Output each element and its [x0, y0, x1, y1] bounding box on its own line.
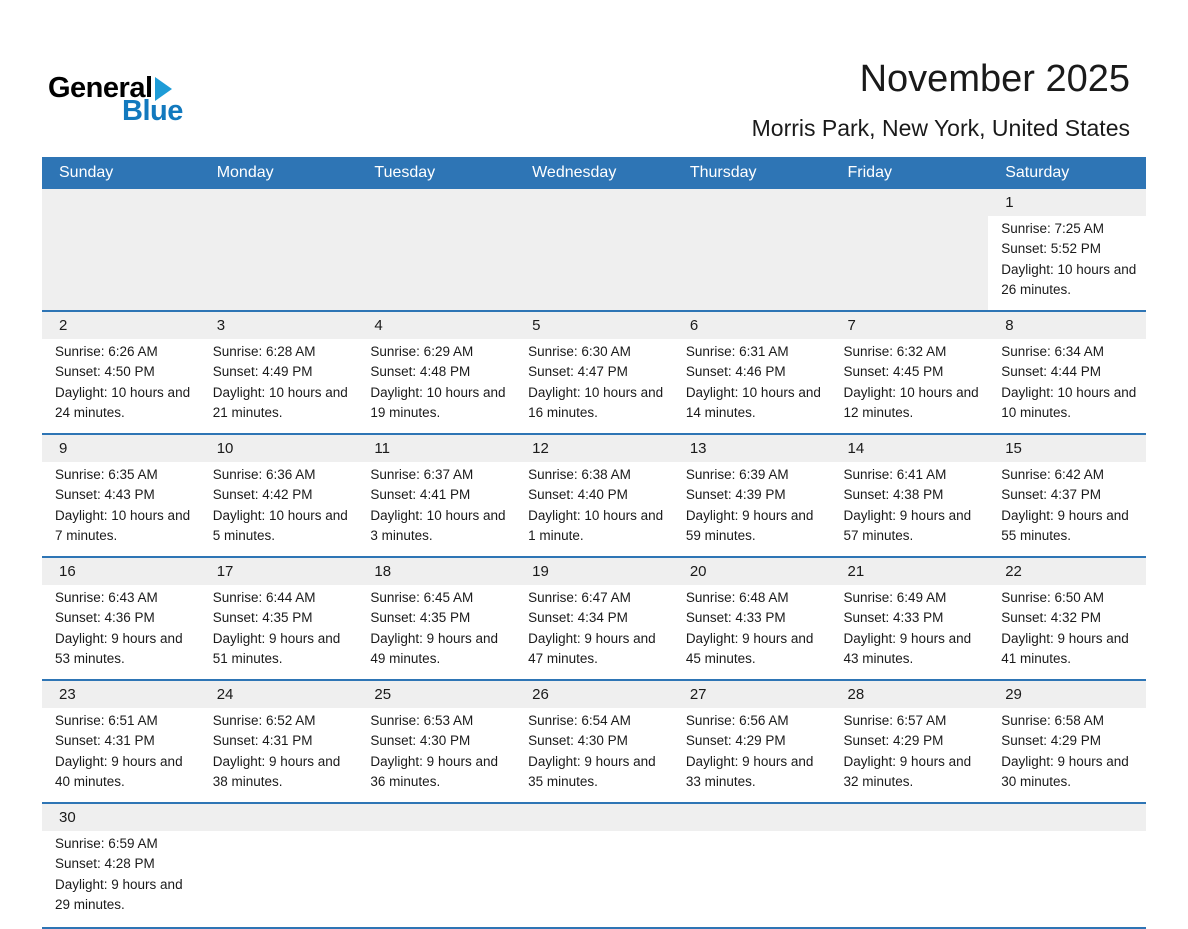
sunset-text: Sunset: 4:50 PM — [55, 364, 155, 380]
empty-cell — [200, 803, 358, 928]
empty-cell — [515, 803, 673, 928]
week-row-3 — [42, 434, 1146, 557]
day-cell-14 — [831, 434, 989, 557]
sunrise-text: Sunrise: 6:30 AM — [528, 344, 631, 359]
sunset-text: Sunset: 4:40 PM — [528, 487, 628, 503]
general-blue-logo — [48, 74, 183, 126]
day-number-empty — [673, 804, 831, 831]
location-subtitle: Morris Park, New York, United States — [751, 115, 1130, 141]
sunset-text: Sunset: 4:45 PM — [843, 364, 944, 380]
sunrise-text: Sunrise: 6:59 AM — [55, 836, 158, 851]
sunrise-text: Sunrise: 6:53 AM — [370, 713, 474, 728]
daylight-text: Daylight: 10 hours and 12 minutes. — [843, 384, 979, 420]
day-number: 10 — [200, 435, 358, 462]
daylight-text: Daylight: 9 hours and 47 minutes. — [528, 630, 656, 666]
day-details — [988, 708, 1146, 802]
day-details — [42, 339, 200, 433]
day-number: 11 — [357, 435, 515, 462]
sunset-text: Sunset: 4:46 PM — [685, 364, 786, 380]
week-row-4 — [42, 557, 1146, 680]
sunset-text: Sunset: 4:29 PM — [685, 733, 786, 749]
sunset-text: Sunset: 4:42 PM — [212, 487, 313, 503]
daylight-text: Daylight: 10 hours and 7 minutes. — [55, 507, 191, 543]
day-number: 20 — [673, 558, 831, 585]
daylight-text: Daylight: 10 hours and 16 minutes. — [528, 384, 664, 420]
calendar-table — [42, 157, 1146, 929]
sunrise-text: Sunrise: 6:38 AM — [528, 467, 631, 482]
day-cell-15 — [988, 434, 1146, 557]
sunrise-text: Sunrise: 6:49 AM — [843, 590, 947, 605]
day-cell-5 — [515, 311, 673, 434]
day-cell-23 — [42, 680, 200, 803]
day-cell-16 — [42, 557, 200, 680]
day-details — [200, 708, 358, 802]
daylight-text: Daylight: 10 hours and 1 minute. — [528, 507, 664, 543]
day-number: 19 — [515, 558, 673, 585]
day-cell-4 — [357, 311, 515, 434]
sunrise-text: Sunrise: 6:51 AM — [55, 713, 158, 728]
day-details — [988, 831, 1146, 927]
day-number: 21 — [831, 558, 989, 585]
day-details — [831, 585, 989, 679]
sunset-text: Sunset: 5:52 PM — [1001, 241, 1102, 257]
day-number: 28 — [831, 681, 989, 708]
day-details — [988, 462, 1146, 556]
empty-cell — [42, 189, 200, 311]
daylight-text: Daylight: 9 hours and 59 minutes. — [685, 507, 814, 543]
day-number-empty — [831, 189, 989, 216]
day-number: 22 — [988, 558, 1146, 585]
week-row-2 — [42, 311, 1146, 434]
day-number-empty — [200, 804, 358, 831]
day-cell-6 — [673, 311, 831, 434]
day-details — [831, 708, 989, 802]
sunset-text: Sunset: 4:38 PM — [843, 487, 944, 503]
weekday-friday: Friday — [831, 157, 989, 189]
day-number: 7 — [831, 312, 989, 339]
sunrise-text: Sunrise: 6:35 AM — [55, 467, 158, 482]
sunrise-text: Sunrise: 6:36 AM — [212, 467, 316, 482]
sunset-text: Sunset: 4:37 PM — [1001, 487, 1102, 503]
day-details — [515, 831, 673, 927]
day-cell-21 — [831, 557, 989, 680]
sunrise-text: Sunrise: 6:29 AM — [370, 344, 474, 359]
sunset-text: Sunset: 4:44 PM — [1001, 364, 1102, 380]
sunset-text: Sunset: 4:39 PM — [685, 487, 786, 503]
daylight-text: Daylight: 9 hours and 41 minutes. — [1001, 630, 1129, 666]
day-number: 15 — [988, 435, 1146, 462]
day-cell-28 — [831, 680, 989, 803]
day-details — [357, 339, 515, 433]
day-details — [673, 462, 831, 556]
day-details — [200, 216, 358, 298]
day-details — [673, 216, 831, 298]
day-details — [200, 339, 358, 433]
day-cell-1 — [988, 189, 1146, 311]
day-details — [831, 831, 989, 927]
empty-cell — [831, 803, 989, 928]
daylight-text: Daylight: 9 hours and 43 minutes. — [843, 630, 972, 666]
day-number: 9 — [42, 435, 200, 462]
day-details — [357, 831, 515, 927]
day-cell-20 — [673, 557, 831, 680]
weekday-wednesday: Wednesday — [515, 157, 673, 189]
daylight-text: Daylight: 9 hours and 51 minutes. — [212, 630, 341, 666]
day-number: 3 — [200, 312, 358, 339]
day-details — [988, 339, 1146, 433]
daylight-text: Daylight: 10 hours and 26 minutes. — [1001, 261, 1137, 297]
day-number: 25 — [357, 681, 515, 708]
sunrise-text: Sunrise: 6:45 AM — [370, 590, 474, 605]
day-details — [515, 462, 673, 556]
day-cell-2 — [42, 311, 200, 434]
day-number-empty — [515, 804, 673, 831]
day-cell-27 — [673, 680, 831, 803]
daylight-text: Daylight: 10 hours and 10 minutes. — [1001, 384, 1137, 420]
daylight-text: Daylight: 9 hours and 40 minutes. — [55, 753, 183, 789]
day-details — [357, 585, 515, 679]
calendar-body — [42, 189, 1146, 928]
sunset-text: Sunset: 4:41 PM — [370, 487, 471, 503]
logo-text-blue: Blue — [122, 95, 183, 127]
day-details — [42, 462, 200, 556]
day-number: 4 — [357, 312, 515, 339]
day-details — [515, 585, 673, 679]
day-details — [200, 831, 358, 927]
day-cell-29 — [988, 680, 1146, 803]
weekday-tuesday: Tuesday — [357, 157, 515, 189]
weekday-saturday: Saturday — [988, 157, 1146, 189]
sunset-text: Sunset: 4:29 PM — [843, 733, 944, 749]
day-cell-13 — [673, 434, 831, 557]
day-details — [673, 339, 831, 433]
sunrise-text: Sunrise: 6:58 AM — [1001, 713, 1105, 728]
logo-text-general: General — [48, 72, 153, 104]
day-cell-12 — [515, 434, 673, 557]
sunset-text: Sunset: 4:31 PM — [55, 733, 155, 749]
day-cell-25 — [357, 680, 515, 803]
sunrise-text: Sunrise: 6:37 AM — [370, 467, 474, 482]
daylight-text: Daylight: 9 hours and 30 minutes. — [1001, 753, 1129, 789]
sunset-text: Sunset: 4:30 PM — [370, 733, 471, 749]
day-number: 13 — [673, 435, 831, 462]
daylight-text: Daylight: 9 hours and 29 minutes. — [55, 876, 183, 912]
sunset-text: Sunset: 4:36 PM — [55, 610, 155, 626]
day-details — [515, 339, 673, 433]
sunrise-text: Sunrise: 6:54 AM — [528, 713, 631, 728]
weekday-thursday: Thursday — [673, 157, 831, 189]
sunrise-text: Sunrise: 6:31 AM — [685, 344, 789, 359]
weekday-sunday: Sunday — [42, 157, 200, 189]
day-details — [831, 462, 989, 556]
day-cell-26 — [515, 680, 673, 803]
day-cell-7 — [831, 311, 989, 434]
day-details — [673, 585, 831, 679]
sunset-text: Sunset: 4:35 PM — [370, 610, 471, 626]
sunrise-text: Sunrise: 6:47 AM — [528, 590, 631, 605]
daylight-text: Daylight: 10 hours and 3 minutes. — [370, 507, 506, 543]
day-number: 16 — [42, 558, 200, 585]
sunrise-text: Sunrise: 6:57 AM — [843, 713, 947, 728]
day-details — [42, 216, 200, 298]
weekday-header-row — [42, 157, 1146, 189]
sunset-text: Sunset: 4:31 PM — [212, 733, 313, 749]
week-row-5 — [42, 680, 1146, 803]
day-number: 23 — [42, 681, 200, 708]
day-details — [831, 339, 989, 433]
day-details — [200, 462, 358, 556]
day-cell-11 — [357, 434, 515, 557]
day-details — [357, 708, 515, 802]
day-cell-17 — [200, 557, 358, 680]
daylight-text: Daylight: 9 hours and 33 minutes. — [685, 753, 814, 789]
day-number-empty — [42, 189, 200, 216]
title-block — [752, 58, 1130, 142]
day-number: 29 — [988, 681, 1146, 708]
sunrise-text: Sunrise: 6:28 AM — [212, 344, 316, 359]
empty-cell — [357, 189, 515, 311]
sunrise-text: Sunrise: 6:34 AM — [1001, 344, 1105, 359]
weekday-monday: Monday — [200, 157, 358, 189]
day-number: 5 — [515, 312, 673, 339]
empty-cell — [200, 189, 358, 311]
sunrise-text: Sunrise: 6:52 AM — [212, 713, 316, 728]
sunrise-text: Sunrise: 6:44 AM — [212, 590, 316, 605]
day-number-empty — [988, 804, 1146, 831]
sunrise-text: Sunrise: 6:42 AM — [1001, 467, 1105, 482]
empty-cell — [831, 189, 989, 311]
day-details — [988, 585, 1146, 679]
sunset-text: Sunset: 4:48 PM — [370, 364, 471, 380]
daylight-text: Daylight: 9 hours and 55 minutes. — [1001, 507, 1129, 543]
day-number: 27 — [673, 681, 831, 708]
day-number-empty — [673, 189, 831, 216]
day-details — [42, 585, 200, 679]
day-details — [831, 216, 989, 298]
sunset-text: Sunset: 4:49 PM — [212, 364, 313, 380]
day-details — [673, 831, 831, 927]
sunset-text: Sunset: 4:43 PM — [55, 487, 155, 503]
day-number: 8 — [988, 312, 1146, 339]
daylight-text: Daylight: 9 hours and 53 minutes. — [55, 630, 183, 666]
sunset-text: Sunset: 4:35 PM — [212, 610, 313, 626]
week-row-1 — [42, 189, 1146, 311]
sunset-text: Sunset: 4:33 PM — [843, 610, 944, 626]
day-cell-3 — [200, 311, 358, 434]
sunrise-text: Sunrise: 6:50 AM — [1001, 590, 1105, 605]
day-cell-22 — [988, 557, 1146, 680]
empty-cell — [673, 803, 831, 928]
day-cell-10 — [200, 434, 358, 557]
daylight-text: Daylight: 9 hours and 36 minutes. — [370, 753, 498, 789]
sunrise-text: Sunrise: 6:56 AM — [685, 713, 789, 728]
day-cell-9 — [42, 434, 200, 557]
day-details — [200, 585, 358, 679]
day-number: 1 — [988, 189, 1146, 216]
day-number: 6 — [673, 312, 831, 339]
daylight-text: Daylight: 9 hours and 32 minutes. — [843, 753, 972, 789]
sunrise-text: Sunrise: 6:26 AM — [55, 344, 158, 359]
day-details — [988, 216, 1146, 310]
daylight-text: Daylight: 9 hours and 49 minutes. — [370, 630, 498, 666]
sunset-text: Sunset: 4:28 PM — [55, 856, 155, 872]
daylight-text: Daylight: 9 hours and 35 minutes. — [528, 753, 656, 789]
day-number: 2 — [42, 312, 200, 339]
day-details — [42, 831, 200, 927]
day-details — [357, 462, 515, 556]
sunrise-text: Sunrise: 6:32 AM — [843, 344, 947, 359]
sunset-text: Sunset: 4:47 PM — [528, 364, 628, 380]
empty-cell — [988, 803, 1146, 928]
sunrise-text: Sunrise: 7:25 AM — [1001, 221, 1105, 236]
sunrise-text: Sunrise: 6:48 AM — [685, 590, 789, 605]
empty-cell — [673, 189, 831, 311]
sunrise-text: Sunrise: 6:39 AM — [685, 467, 789, 482]
sunset-text: Sunset: 4:29 PM — [1001, 733, 1102, 749]
day-number-empty — [357, 804, 515, 831]
day-details — [42, 708, 200, 802]
day-cell-8 — [988, 311, 1146, 434]
day-number: 26 — [515, 681, 673, 708]
sunset-text: Sunset: 4:32 PM — [1001, 610, 1102, 626]
daylight-text: Daylight: 9 hours and 57 minutes. — [843, 507, 972, 543]
day-number: 18 — [357, 558, 515, 585]
day-cell-24 — [200, 680, 358, 803]
sunrise-text: Sunrise: 6:41 AM — [843, 467, 947, 482]
day-number-empty — [831, 804, 989, 831]
empty-cell — [515, 189, 673, 311]
month-title: November 2025 — [859, 58, 1130, 100]
day-details — [515, 216, 673, 298]
daylight-text: Daylight: 10 hours and 21 minutes. — [212, 384, 348, 420]
day-number: 17 — [200, 558, 358, 585]
day-number: 14 — [831, 435, 989, 462]
daylight-text: Daylight: 10 hours and 14 minutes. — [685, 384, 821, 420]
daylight-text: Daylight: 10 hours and 19 minutes. — [370, 384, 506, 420]
day-details — [357, 216, 515, 298]
day-cell-30 — [42, 803, 200, 928]
day-number: 12 — [515, 435, 673, 462]
day-cell-18 — [357, 557, 515, 680]
empty-cell — [357, 803, 515, 928]
day-number-empty — [357, 189, 515, 216]
day-details — [515, 708, 673, 802]
day-number-empty — [200, 189, 358, 216]
week-row-6 — [42, 803, 1146, 928]
daylight-text: Daylight: 9 hours and 38 minutes. — [212, 753, 341, 789]
day-details — [673, 708, 831, 802]
daylight-text: Daylight: 9 hours and 45 minutes. — [685, 630, 814, 666]
day-number-empty — [515, 189, 673, 216]
sunset-text: Sunset: 4:30 PM — [528, 733, 628, 749]
sunset-text: Sunset: 4:33 PM — [685, 610, 786, 626]
sunrise-text: Sunrise: 6:43 AM — [55, 590, 158, 605]
daylight-text: Daylight: 10 hours and 5 minutes. — [212, 507, 348, 543]
day-number: 30 — [42, 804, 200, 831]
daylight-text: Daylight: 10 hours and 24 minutes. — [55, 384, 191, 420]
sunset-text: Sunset: 4:34 PM — [528, 610, 628, 626]
day-cell-19 — [515, 557, 673, 680]
day-number: 24 — [200, 681, 358, 708]
